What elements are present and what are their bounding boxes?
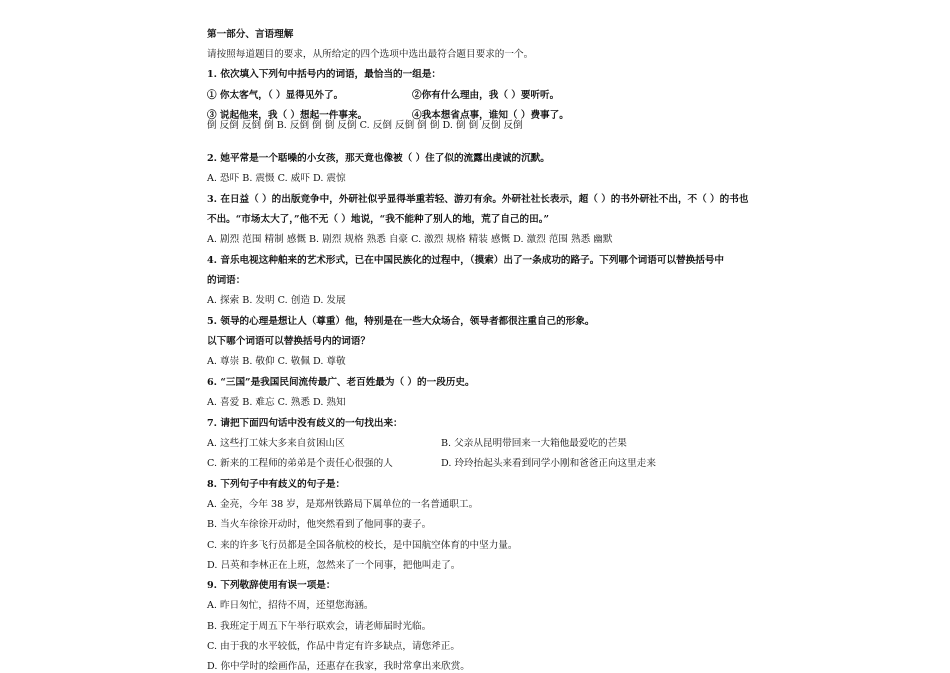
question-5-options: A. 尊崇 B. 敬仰 C. 敬佩 D. 尊敬 bbox=[207, 356, 346, 367]
question-4-stem-line-2: 的词语： bbox=[207, 275, 246, 286]
question-1-sentence-1: ① 你太客气，（ ）显得见外了。 bbox=[207, 90, 344, 101]
question-5-stem-line-1: 5. 领导的心理是想让人（尊重）他，特别是在一些大众场合，领导者都很注重自己的形象。 bbox=[207, 316, 595, 327]
question-8-option-c: C. 来的许多飞行员都是全国各航校的校长，是中国航空体育的中坚力量。 bbox=[207, 540, 518, 551]
question-1-options: 倒 反倒 反倒 倒 B. 反倒 倒 倒 反倒 C. 反倒 反倒 倒 倒 D. 倒 倒 反倒 反倒 bbox=[207, 120, 523, 131]
section-title: 第一部分、言语理解 bbox=[207, 29, 294, 40]
question-9-option-a: A. 昨日匆忙，招待不周，还望您海涵。 bbox=[207, 600, 374, 611]
question-9-option-b: B. 我班定于周五下午举行联欢会，请老师届时光临。 bbox=[207, 621, 432, 632]
question-2-stem: 2. 她平常是一个聒噪的小女孩，那天竟也像被（ ）住了似的流露出虔诚的沉默。 bbox=[207, 153, 550, 164]
question-1-sentence-2: ②你有什么理由，我（ ）要听听。 bbox=[412, 90, 560, 101]
question-9-option-d: D. 你中学时的绘画作品，还惠存在我家，我时常拿出来欣赏。 bbox=[207, 661, 470, 672]
question-8-option-b: B. 当火车徐徐开动时，他突然看到了他同事的妻子。 bbox=[207, 519, 432, 530]
question-7-option-d: D. 玲玲抬起头来看到同学小刚和爸爸正向这里走来 bbox=[441, 458, 656, 469]
question-4-options: A. 探索 B. 发明 C. 创造 D. 发展 bbox=[207, 295, 346, 306]
question-6-stem: 6. “三国”是我国民间流传最广、老百姓最为（ ）的一段历史。 bbox=[207, 377, 475, 388]
question-6-options: A. 喜爱 B. 难忘 C. 熟悉 D. 熟知 bbox=[207, 397, 346, 408]
question-8-option-a: A. 金亮，今年 38 岁，是郑州铁路局下属单位的一名普通职工。 bbox=[207, 499, 479, 510]
question-8-option-d: D. 吕英和李林正在上班，忽然来了一个同事，把他叫走了。 bbox=[207, 560, 461, 571]
question-7-option-a: A. 这些打工妹大多来自贫困山区 bbox=[207, 438, 345, 449]
question-7-stem: 7. 请把下面四句话中没有歧义的一句找出来： bbox=[207, 418, 403, 429]
question-9-stem: 9. 下列敬辞使用有误一项是： bbox=[207, 580, 336, 591]
question-7-option-c: C. 新来的工程师的弟弟是个责任心很强的人 bbox=[207, 458, 393, 469]
question-3-stem-line-1: 3. 在日益（ ）的出版竞争中，外研社似乎显得举重若轻、游刃有余。外研社社长表示，超（ ）的书外研社不出，不（ ）的书也 bbox=[207, 194, 749, 205]
question-8-stem: 8. 下列句子中有歧义的句子是： bbox=[207, 479, 346, 490]
question-1-sentence-4: ④我本想省点事，谁知（ ）费事了。 bbox=[412, 110, 569, 121]
question-5-stem-line-2: 以下哪个词语可以替换括号内的词语？ bbox=[207, 336, 371, 347]
question-3-options: A. 剧烈 范围 精制 感慨 B. 剧烈 规格 熟悉 自豪 C. 激烈 规格 精装 感慨 D. 激烈 范围 熟悉 幽默 bbox=[207, 234, 613, 245]
question-4-stem-line-1: 4. 音乐电视这种舶来的艺术形式，已在中国民族化的过程中，（摸索）出了一条成功的路子。下列哪个词语可以替换括号中 bbox=[207, 255, 725, 266]
question-7-option-b: B. 父亲从昆明带回来一大箱他最爱吃的芒果 bbox=[441, 438, 627, 449]
question-1-sentence-3: ③ 说起他来，我（ ）想起一件事来。 bbox=[207, 110, 368, 121]
question-3-stem-line-2: 不出。“市场太大了，”他不无（ ）地说，“我不能种了别人的地，荒了自己的田。” bbox=[207, 214, 549, 225]
section-instruction: 请按照每道题目的要求，从所给定的四个选项中选出最符合题目要求的一个。 bbox=[207, 49, 534, 60]
question-2-options: A. 恐吓 B. 震慑 C. 威吓 D. 震惊 bbox=[207, 173, 346, 184]
question-1-stem: 1. 依次填入下列句中括号内的词语，最恰当的一组是： bbox=[207, 69, 442, 80]
question-9-option-c: C. 由于我的水平较低，作品中肯定有许多缺点，请您斧正。 bbox=[207, 641, 460, 652]
